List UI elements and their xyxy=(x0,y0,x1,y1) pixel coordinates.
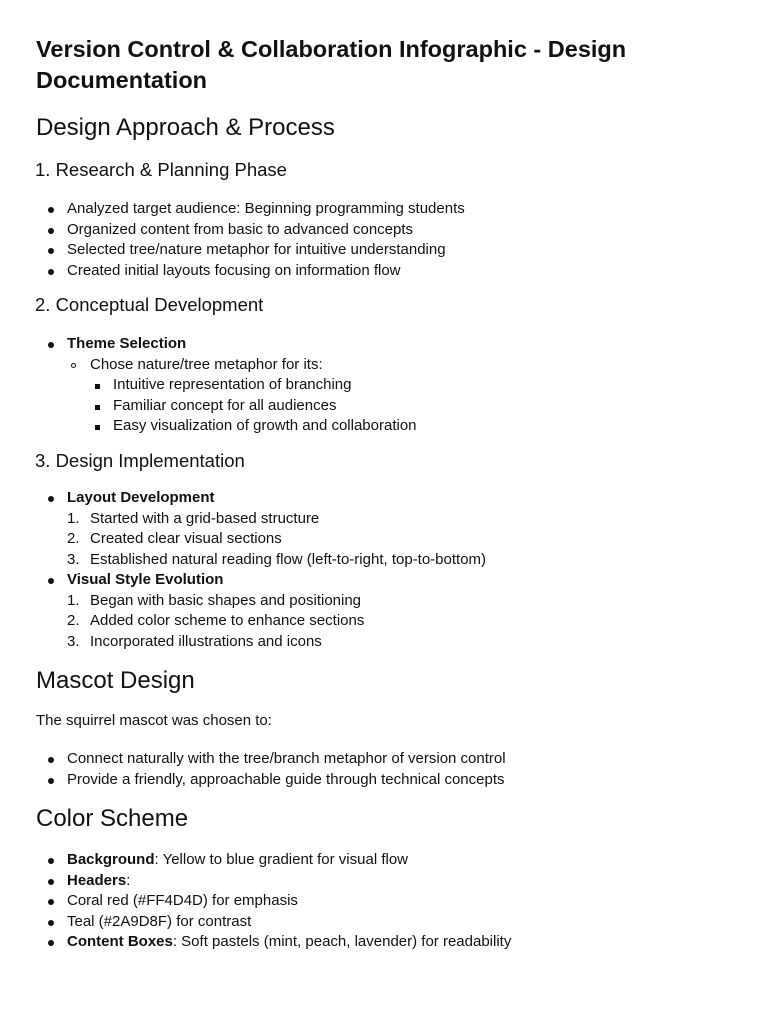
bullet-icon xyxy=(48,879,54,885)
square-bullet-icon xyxy=(95,425,100,430)
headers-label: Headers xyxy=(67,871,127,889)
bullet-icon xyxy=(48,269,54,275)
bullet-icon xyxy=(48,920,54,926)
color-scheme-heading: Color Scheme xyxy=(36,805,189,832)
square-bullet-icon xyxy=(95,384,100,389)
bullet-icon xyxy=(48,578,54,584)
square-bullet-icon xyxy=(95,405,100,410)
bullet-icon xyxy=(48,940,54,946)
bullet-icon xyxy=(48,248,54,254)
theme-selection-label: Theme Selection xyxy=(67,335,187,352)
layout-development-label: Layout Development xyxy=(67,489,215,506)
bullet-icon xyxy=(48,858,54,864)
hollow-bullet-icon xyxy=(71,363,76,368)
content-boxes-label: Content Boxes xyxy=(67,933,173,950)
bullet-icon xyxy=(48,228,54,234)
document-title: Version Control & Collaboration Infographic - Design Documentation xyxy=(36,36,627,93)
bullet-icon xyxy=(48,757,54,763)
mascot-heading: Mascot Design xyxy=(36,667,195,694)
mascot-intro: The squirrel mascot was chosen to: xyxy=(36,712,272,729)
bullet-icon xyxy=(48,342,54,348)
conceptual-heading: 2. Conceptual Development xyxy=(35,294,264,315)
design-approach-heading: Design Approach & Process xyxy=(36,114,335,141)
visual-style-label: Visual Style Evolution xyxy=(67,571,224,588)
bullet-icon xyxy=(48,899,54,905)
bullet-icon xyxy=(48,778,54,784)
bullet-icon xyxy=(48,207,54,213)
background-label: Background xyxy=(67,851,155,868)
research-heading: 1. Research & Planning Phase xyxy=(35,159,287,180)
implementation-heading: 3. Design Implementation xyxy=(35,450,245,471)
bullet-icon xyxy=(48,496,54,502)
